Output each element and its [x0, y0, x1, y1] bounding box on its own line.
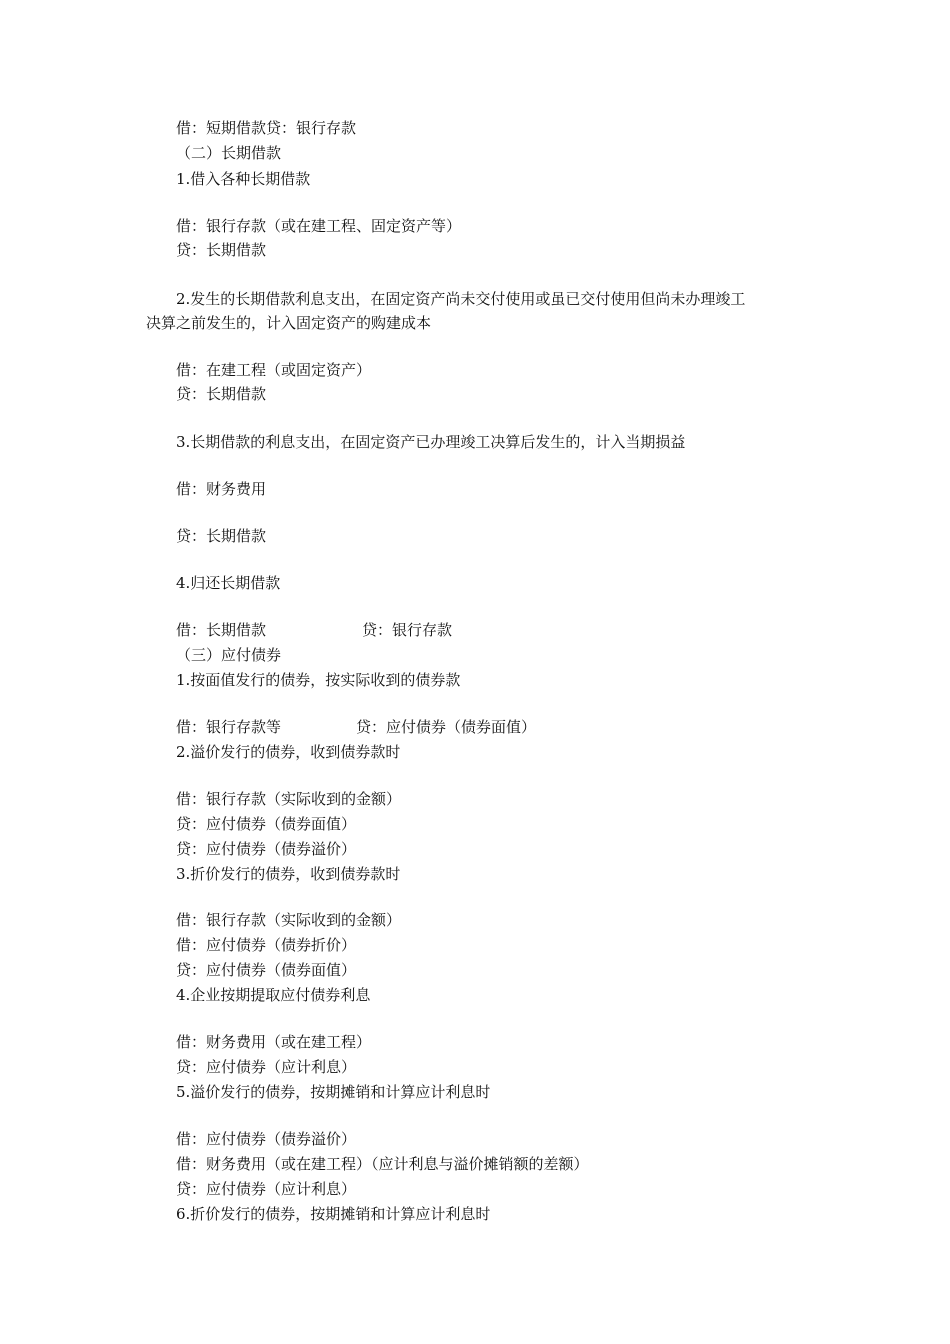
text: 贷：应付债券（应计利息）	[176, 1180, 357, 1198]
text-line	[176, 960, 356, 980]
text-line	[176, 935, 356, 955]
text-line	[176, 839, 356, 859]
text-line	[176, 742, 400, 762]
text-line	[176, 216, 461, 236]
text: 贷：长期借款	[176, 527, 267, 545]
text: 借：长期借款	[176, 621, 267, 639]
text: 借：应付债券（债券溢价）	[176, 1130, 357, 1148]
text-line	[176, 1057, 356, 1077]
text-line	[176, 1082, 490, 1102]
text: 贷：应付债券（债券面值）	[176, 815, 357, 833]
text: 借：银行存款等	[176, 718, 282, 736]
text: 1.按面值发行的债券，按实际收到的债券款	[176, 671, 461, 689]
text: 6.折价发行的债券，按期摊销和计算应计利息时	[176, 1205, 491, 1223]
text: 贷：长期借款	[176, 385, 267, 403]
text: （二）长期借款	[176, 144, 282, 162]
text: 贷：应付债券（债券面值）	[176, 961, 357, 979]
text-line	[176, 717, 281, 737]
text-line	[176, 864, 400, 884]
text: 5.溢价发行的债券，按期摊销和计算应计利息时	[176, 1083, 491, 1101]
text-line	[176, 1129, 356, 1149]
text-line	[176, 289, 745, 309]
text-line	[176, 240, 266, 260]
text: 贷：银行存款	[362, 621, 453, 639]
text-line	[176, 1204, 490, 1224]
text-line	[176, 1154, 589, 1174]
text-line	[176, 670, 460, 690]
text-line	[176, 432, 685, 452]
text: 借：财务费用（或在建工程）	[176, 1033, 372, 1051]
section-heading	[176, 143, 281, 163]
text: 3.折价发行的债券，收到债券款时	[176, 865, 401, 883]
text: 贷：应付债券（债券溢价）	[176, 840, 357, 858]
text: 借：银行存款（或在建工程、固定资产等）	[176, 217, 462, 235]
text-line	[176, 814, 356, 834]
text-line	[146, 313, 431, 333]
section-heading	[176, 645, 281, 665]
text-line	[176, 384, 266, 404]
text-line	[176, 573, 280, 593]
text-line	[176, 910, 401, 930]
text: 3.长期借款的利息支出，在固定资产已办理竣工决算后发生的，计入当期损益	[176, 433, 686, 451]
text: 2.发生的长期借款利息支出，在固定资产尚未交付使用或虽已交付使用但尚未办理竣工	[176, 290, 746, 308]
text: 借：应付债券（债券折价）	[176, 936, 357, 954]
text: 贷：应付债券（债券面值）	[356, 718, 537, 736]
text-line	[176, 360, 371, 380]
text-line	[176, 1179, 356, 1199]
text-line	[176, 118, 356, 138]
text: 决算之前发生的，计入固定资产的购建成本	[146, 314, 432, 332]
text: 借：在建工程（或固定资产）	[176, 361, 372, 379]
text-line	[176, 1032, 371, 1052]
text: 借：银行存款（实际收到的金额）	[176, 790, 402, 808]
text: 2.溢价发行的债券，收到债券款时	[176, 743, 401, 761]
text: 贷：应付债券（应计利息）	[176, 1058, 357, 1076]
text: 借：财务费用（或在建工程）（应计利息与溢价摊销额的差额）	[176, 1155, 589, 1173]
text: （三）应付债券	[176, 646, 282, 664]
text: 4.企业按期提取应付债券利息	[176, 986, 371, 1004]
text: 借：短期借款贷：银行存款	[176, 119, 357, 137]
text-line	[356, 717, 536, 737]
text: 4.归还长期借款	[176, 574, 281, 592]
text-line	[176, 620, 266, 640]
text-line	[176, 479, 266, 499]
text: 借：财务费用	[176, 480, 267, 498]
text-line	[176, 526, 266, 546]
text: 借：银行存款（实际收到的金额）	[176, 911, 402, 929]
text-line	[176, 985, 370, 1005]
text: 1.借入各种长期借款	[176, 170, 311, 188]
text-line	[362, 620, 452, 640]
text-line	[176, 169, 310, 189]
text: 贷：长期借款	[176, 241, 267, 259]
text-line	[176, 789, 401, 809]
